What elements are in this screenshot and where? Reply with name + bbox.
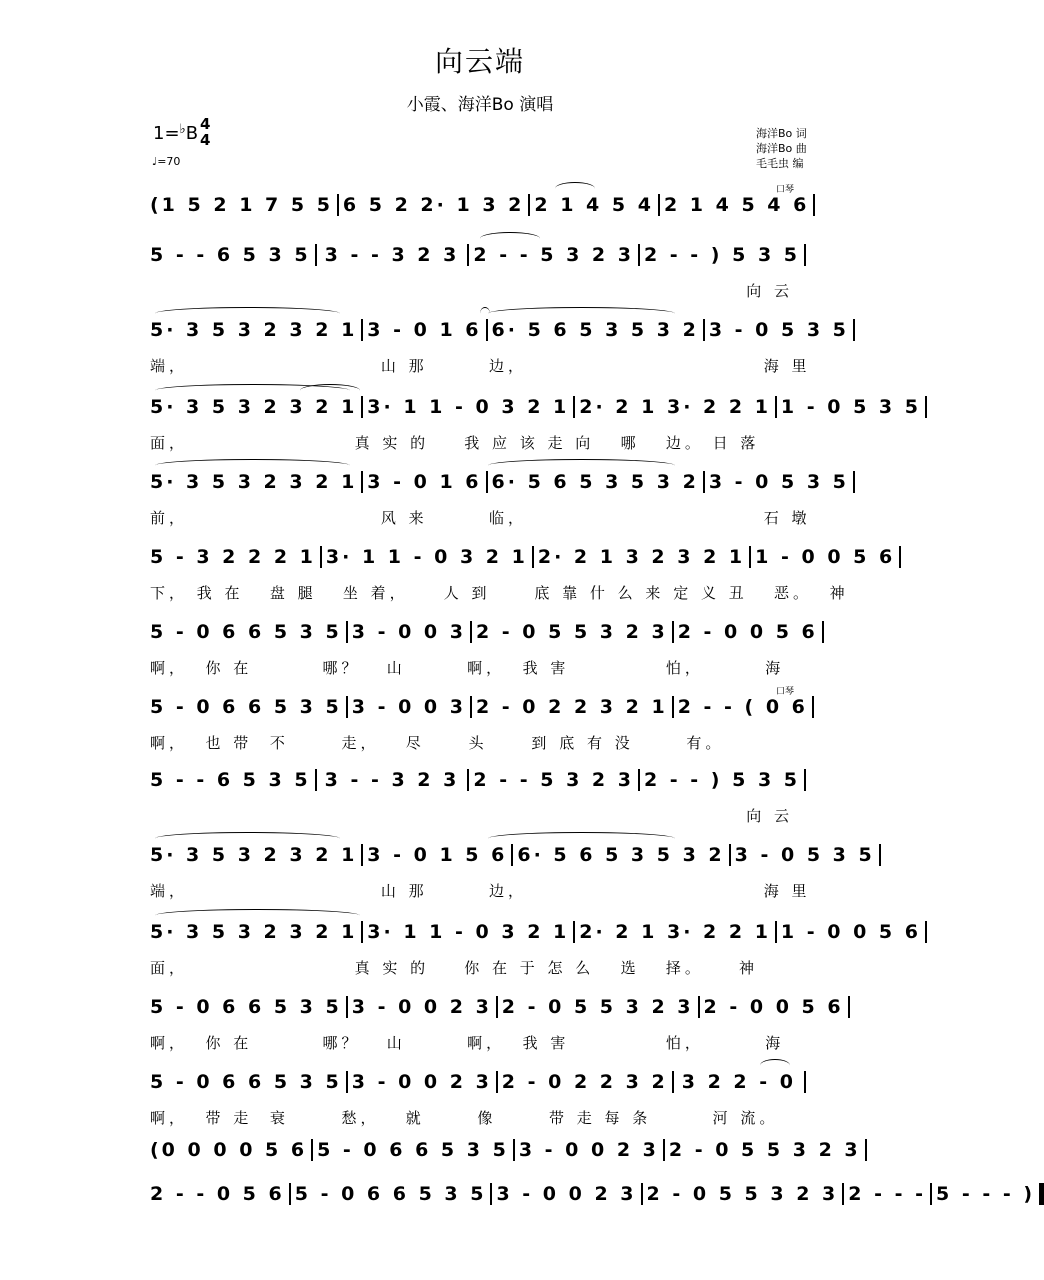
measure: 2 1 4 5 4 6	[663, 194, 810, 216]
measure: 5 - 0 6 6 5 3 5	[150, 621, 342, 643]
notes-line	[150, 1177, 1036, 1211]
barline	[729, 844, 731, 866]
measure: 5 - 0 6 6 5 3 5	[317, 1139, 509, 1161]
measure: 2 - - 5 3 2 3	[473, 769, 634, 791]
barline	[663, 1139, 665, 1161]
harmonica-mark: 口琴	[776, 185, 795, 195]
barline	[842, 1183, 844, 1205]
barline	[638, 769, 640, 791]
measure: 6· 5 6 5 3 5 3 2	[517, 844, 725, 866]
barline	[486, 471, 488, 493]
measure: 5 - 0 6 6 5 3 5	[294, 1183, 487, 1205]
barline	[311, 1139, 313, 1161]
lyrics-line: 下， 我 在 盘 腿 坐 着， 人 到 底 靠 什 么 来 定 义 丑 恶。 神	[150, 584, 849, 602]
slur-mark	[555, 182, 595, 195]
barline	[320, 546, 322, 568]
score-row	[150, 313, 849, 383]
measure: 1 - 0 0 5 6	[755, 546, 896, 568]
measure: 2· 2 1 3· 2 2 1	[579, 396, 771, 418]
measure: 3 - 0 0 2 3	[351, 1071, 492, 1093]
measure: 6 5 2 2· 1 3 2	[342, 194, 525, 216]
barline	[496, 996, 498, 1018]
credit-lyrics: 海洋Bo 词	[756, 127, 807, 140]
barline	[467, 244, 469, 266]
measure: 3 - 0 5 3 5	[708, 319, 849, 341]
lyrics-line: 面， 真 实 的 我 应 该 走 向 哪 边。 日 落	[150, 434, 760, 452]
measure: 3 - 0 1 6	[367, 471, 482, 493]
barline	[513, 1139, 515, 1161]
credit-arranger: 毛毛虫 编	[756, 157, 804, 170]
measure: 5 - 0 6 6 5 3 5	[150, 696, 342, 718]
time-top: 4	[200, 115, 211, 133]
tempo-marking: ♩=70	[152, 155, 181, 168]
measure: 3 - 0 0 3	[351, 696, 466, 718]
measure: 2· 2 1 3· 2 2 1	[579, 921, 771, 943]
barline	[672, 1071, 674, 1093]
barline	[638, 244, 640, 266]
notes-line	[150, 615, 818, 649]
barline	[361, 471, 363, 493]
score-row	[150, 990, 844, 1060]
lyrics-line: 端， 山 那 边， 海 里	[150, 882, 811, 900]
slur-mark	[760, 1059, 790, 1072]
measure: (0 0 0 0 5 6	[150, 1139, 308, 1161]
measure: 5· 3 5 3 2 3 2 1	[150, 319, 358, 341]
measure: 2 1 4 5 4	[534, 194, 654, 216]
measure: 5 - - - )	[936, 1183, 1036, 1205]
barline	[289, 1183, 291, 1205]
measure: 2 - 0 2 2 3 2	[501, 1071, 668, 1093]
time-bottom: 4	[200, 131, 211, 149]
measure: 3· 1 1 - 0 3 2 1	[367, 921, 570, 943]
slur-mark	[480, 232, 540, 245]
barline	[337, 194, 339, 216]
notes-line	[150, 690, 810, 724]
score-row	[150, 238, 810, 308]
score-row	[150, 763, 810, 833]
barline	[865, 1139, 867, 1161]
barline	[672, 621, 674, 643]
barline	[528, 194, 530, 216]
barline	[879, 844, 881, 866]
measure: 2 - 0 5 5 3 2 3	[668, 1139, 861, 1161]
lyrics-line: 向 云	[150, 282, 793, 300]
barline	[672, 696, 674, 718]
key-prefix: 1=	[153, 123, 180, 144]
barline	[658, 194, 660, 216]
measure: 6· 5 6 5 3 5 3 2	[491, 319, 699, 341]
measure: 3 - 0 0 2 3	[351, 996, 492, 1018]
measure: 2 - 0 0 5 6	[703, 996, 844, 1018]
barline	[467, 769, 469, 791]
slur-mark	[300, 384, 360, 397]
lyrics-line: 啊， 带 走 衰 愁， 就 像 带 走 每 条 河 流。	[150, 1109, 779, 1127]
barline	[573, 396, 575, 418]
credit-music: 海洋Bo 曲	[756, 142, 807, 155]
barline	[749, 546, 751, 568]
measure: 2 - 0 2 2 3 2 1	[475, 696, 668, 718]
notes-line	[150, 1065, 810, 1099]
barline	[641, 1183, 643, 1205]
barline	[703, 319, 705, 341]
barline	[775, 921, 777, 943]
slur-mark	[488, 832, 675, 845]
measure: 2 - 0 5 5 3 2 3	[646, 1183, 839, 1205]
score-row	[150, 390, 921, 460]
measure: 3 - 0 5 3 5	[708, 471, 849, 493]
barline	[315, 244, 317, 266]
score-row	[150, 615, 818, 685]
slur-mark	[155, 832, 340, 845]
measure: 3 2 2 - 0	[681, 1071, 796, 1093]
notes-line	[150, 188, 810, 222]
measure: 5· 3 5 3 2 3 2 1	[150, 921, 358, 943]
barline	[822, 621, 824, 643]
measure: 3 - 0 0 2 3	[496, 1183, 637, 1205]
barline	[925, 396, 927, 418]
score-row	[150, 540, 896, 610]
barline	[361, 844, 363, 866]
barline	[804, 1071, 806, 1093]
lyrics-line: 啊， 你 在 哪？ 山 啊， 我 害 怕， 海	[150, 1034, 785, 1052]
measure: 3 - 0 5 3 5	[734, 844, 875, 866]
measure: 3 - 0 0 2 3	[518, 1139, 659, 1161]
barline	[346, 621, 348, 643]
score-row	[150, 465, 849, 535]
lyrics-line: 前， 风 来 临， 石 墩	[150, 509, 811, 527]
barline	[848, 996, 850, 1018]
measure: 3· 1 1 - 0 3 2 1	[325, 546, 528, 568]
measure: 2 - - ( 0 6	[677, 696, 808, 718]
notes-line	[150, 1133, 861, 1167]
barline	[804, 244, 806, 266]
barline	[470, 696, 472, 718]
credits	[756, 126, 807, 171]
barline	[812, 696, 814, 718]
measure: 3 - 0 0 3	[351, 621, 466, 643]
barline	[346, 696, 348, 718]
measure: 2 - - -	[848, 1183, 926, 1205]
barline	[361, 921, 363, 943]
key-signature	[153, 122, 198, 144]
measure: 2· 2 1 3 2 3 2 1	[537, 546, 746, 568]
slur-mark	[155, 459, 350, 472]
measure: 2 - - 5 3 2 3	[473, 244, 634, 266]
barline	[346, 1071, 348, 1093]
measure: 2 - 0 0 5 6	[677, 621, 818, 643]
barline	[775, 396, 777, 418]
barline	[490, 1183, 492, 1205]
lyrics-line: 端， 山 那 边， 海 里	[150, 357, 811, 375]
barline	[925, 921, 927, 943]
barline	[486, 319, 488, 341]
barline	[315, 769, 317, 791]
measure: 1 - 0 5 3 5	[780, 396, 921, 418]
harmonica-mark: 口琴	[776, 687, 795, 697]
score-row	[150, 838, 875, 908]
slur-mark	[488, 307, 675, 320]
barline	[899, 546, 901, 568]
slur-mark	[488, 459, 675, 472]
lyrics-line: 面， 真 实 的 你 在 于 怎 么 选 择。 神	[150, 959, 758, 977]
barline	[1039, 1183, 1044, 1205]
measure: (1 5 2 1 7 5 5	[150, 194, 333, 216]
measure: 5 - 0 6 6 5 3 5	[150, 1071, 342, 1093]
score-row	[150, 690, 810, 760]
barline	[511, 844, 513, 866]
barline	[853, 319, 855, 341]
notes-line	[150, 540, 896, 574]
score-row	[150, 1177, 1036, 1247]
measure: 2 - - ) 5 3 5	[643, 244, 800, 266]
measure: 5· 3 5 3 2 3 2 1	[150, 471, 358, 493]
barline	[361, 319, 363, 341]
notes-line	[150, 763, 810, 797]
barline	[573, 921, 575, 943]
measure: 5 - 3 2 2 2 1	[150, 546, 316, 568]
flat-symbol: ♭	[179, 122, 186, 137]
measure: 3 - 0 1 5 6	[367, 844, 508, 866]
lyrics-line: 啊， 你 在 哪？ 山 啊， 我 害 怕， 海	[150, 659, 785, 677]
measure: 1 - 0 0 5 6	[780, 921, 921, 943]
barline	[930, 1183, 932, 1205]
notes-line	[150, 990, 844, 1024]
slur-mark	[155, 307, 340, 320]
score-row	[150, 915, 921, 985]
song-title: 向云端	[434, 45, 525, 78]
measure: 5 - - 6 5 3 5	[150, 244, 311, 266]
barline	[470, 621, 472, 643]
measure: 6· 5 6 5 3 5 3 2	[491, 471, 699, 493]
measure: 3 - 0 1 6	[367, 319, 482, 341]
measure: 5 - 0 6 6 5 3 5	[150, 996, 342, 1018]
barline	[346, 996, 348, 1018]
barline	[532, 546, 534, 568]
measure: 2 - 0 5 5 3 2 3	[475, 621, 668, 643]
barline	[361, 396, 363, 418]
barline	[703, 471, 705, 493]
barline	[804, 769, 806, 791]
time-signature	[200, 116, 210, 148]
barline	[853, 471, 855, 493]
barline	[698, 996, 700, 1018]
lyrics-line: 向 云	[150, 807, 793, 825]
measure: 5· 3 5 3 2 3 2 1	[150, 396, 358, 418]
song-subtitle: 小霞、海洋Bo 演唱	[406, 95, 554, 115]
measure: 5· 3 5 3 2 3 2 1	[150, 844, 358, 866]
barline	[813, 194, 815, 216]
slur-mark	[155, 909, 360, 922]
measure: 5 - - 6 5 3 5	[150, 769, 311, 791]
key-note: B	[185, 123, 199, 144]
measure: 2 - 0 5 5 3 2 3	[501, 996, 694, 1018]
barline	[496, 1071, 498, 1093]
measure: 3 - - 3 2 3	[324, 244, 460, 266]
measure: 3· 1 1 - 0 3 2 1	[367, 396, 570, 418]
lyrics-line: 啊， 也 带 不 走， 尽 头 到 底 有 没 有。	[150, 734, 725, 752]
score-row	[150, 1065, 810, 1135]
measure: 3 - - 3 2 3	[324, 769, 460, 791]
measure: 2 - - 0 5 6	[150, 1183, 285, 1205]
measure: 2 - - ) 5 3 5	[643, 769, 800, 791]
